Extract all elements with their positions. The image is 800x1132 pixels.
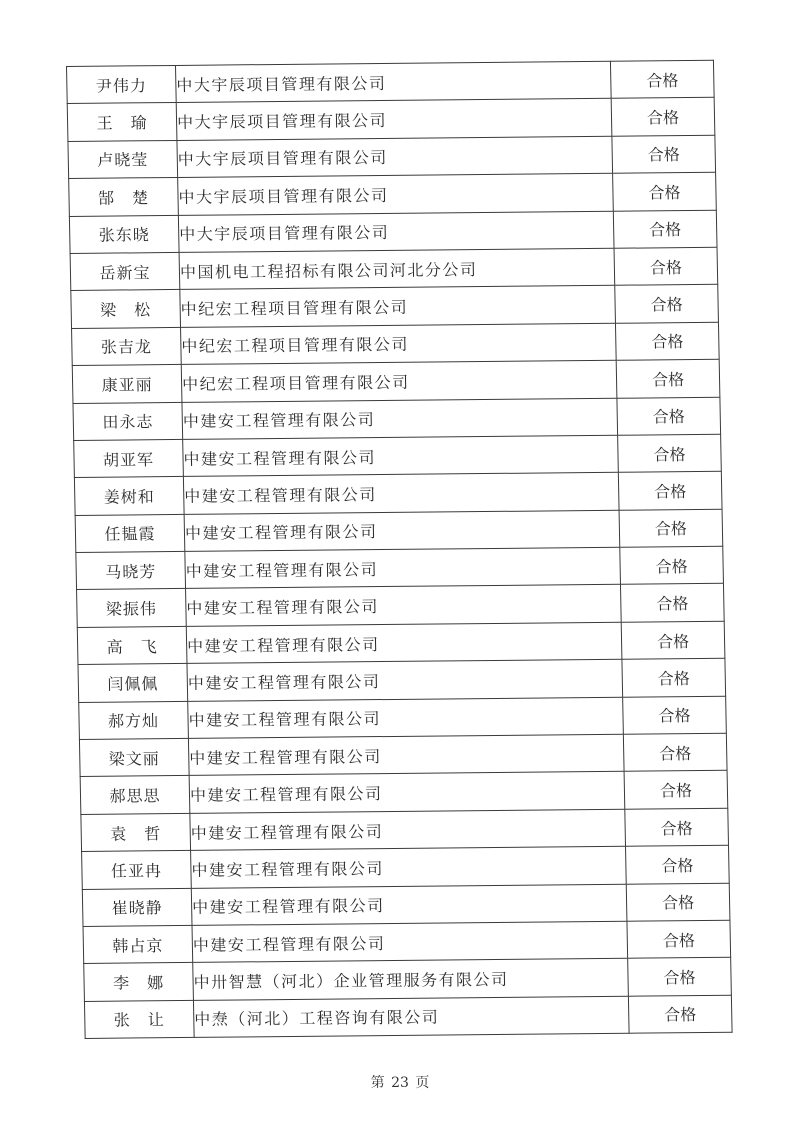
result-cell: 合格: [614, 247, 718, 285]
company-name-cell: 中大宇辰项目管理有限公司: [178, 211, 614, 253]
result-cell: 合格: [621, 584, 725, 622]
result-cell: 合格: [611, 98, 715, 136]
company-name-cell: 中纪宏工程项目管理有限公司: [181, 360, 617, 402]
table-row: [76, 546, 724, 590]
person-name-cell: 任韫霞: [75, 514, 185, 552]
table-row: [79, 733, 727, 777]
company-name-cell: 中大宇辰项目管理有限公司: [178, 173, 614, 215]
company-name-cell: 中建安工程管理有限公司: [184, 510, 620, 552]
table-row: [78, 659, 726, 703]
person-name-cell: 姜树和: [74, 477, 184, 515]
person-name-cell: 闫佩佩: [78, 664, 188, 702]
person-name-cell: 王 瑜: [67, 103, 177, 141]
table-row: [80, 771, 728, 815]
table-row: [67, 60, 715, 104]
result-cell: 合格: [625, 808, 729, 846]
company-name-cell: 中大宇辰项目管理有限公司: [176, 99, 612, 141]
company-name-cell: 中焘（河北）工程咨询有限公司: [193, 996, 629, 1038]
result-cell: 合格: [612, 135, 716, 173]
table-row: [73, 397, 721, 441]
page-number: 23: [391, 1075, 409, 1091]
company-name-cell: 中纪宏工程项目管理有限公司: [180, 286, 616, 328]
table-row: [81, 808, 729, 852]
page-footer: [0, 1072, 800, 1092]
person-name-cell: 张 让: [84, 1000, 194, 1038]
company-name-cell: 中国机电工程招标有限公司河北分公司: [179, 248, 615, 290]
result-cell: 合格: [613, 210, 717, 248]
table-row: [82, 883, 730, 927]
company-name-cell: 中建安工程管理有限公司: [190, 809, 626, 851]
result-cell: 合格: [618, 472, 722, 510]
person-name-cell: 郝方灿: [79, 701, 189, 739]
table-row: [82, 845, 730, 889]
result-cell: 合格: [622, 659, 726, 697]
table-row: [77, 584, 725, 628]
table-row: [75, 509, 723, 553]
company-name-cell: 中大宇辰项目管理有限公司: [176, 61, 612, 103]
company-name-cell: 中纪宏工程项目管理有限公司: [181, 323, 617, 365]
person-name-cell: 崔晓静: [82, 888, 192, 926]
table-row: [72, 359, 720, 403]
table-row: [74, 434, 722, 478]
result-cell: 合格: [623, 696, 727, 734]
person-name-cell: 韩占京: [83, 925, 193, 963]
company-name-cell: 中建安工程管理有限公司: [188, 697, 624, 739]
qualification-table-wrapper: [66, 60, 733, 1039]
result-cell: 合格: [620, 546, 724, 584]
company-name-cell: 中建安工程管理有限公司: [191, 884, 627, 926]
table-row: [70, 247, 718, 291]
result-cell: 合格: [619, 509, 723, 547]
result-cell: 合格: [626, 883, 730, 921]
company-name-cell: 中建安工程管理有限公司: [187, 659, 623, 701]
person-name-cell: 李 娜: [84, 963, 194, 1001]
table-row: [71, 285, 719, 329]
company-name-cell: 中建安工程管理有限公司: [188, 734, 624, 776]
result-cell: 合格: [621, 621, 725, 659]
table-row: [77, 621, 725, 665]
person-name-cell: 张东晓: [69, 215, 179, 253]
person-name-cell: 梁振伟: [77, 589, 187, 627]
company-name-cell: 中大宇辰项目管理有限公司: [177, 136, 613, 178]
table-row: [68, 135, 716, 179]
company-name-cell: 中建安工程管理有限公司: [183, 473, 619, 515]
person-name-cell: 卢晓莹: [68, 140, 178, 178]
result-cell: 合格: [611, 60, 715, 98]
company-name-cell: 中建安工程管理有限公司: [189, 772, 625, 814]
company-name-cell: 中建安工程管理有限公司: [191, 846, 627, 888]
result-cell: 合格: [618, 434, 722, 472]
company-name-cell: 中建安工程管理有限公司: [183, 435, 619, 477]
table-body: [67, 60, 733, 1038]
result-cell: 合格: [613, 172, 717, 210]
table-row: [69, 172, 717, 216]
person-name-cell: 郜 楚: [69, 178, 179, 216]
page-number-prefix: 第: [370, 1075, 385, 1091]
person-name-cell: 梁 松: [71, 290, 181, 328]
table-row: [72, 322, 720, 366]
person-name-cell: 袁 哲: [81, 813, 191, 851]
company-name-cell: 中建安工程管理有限公司: [192, 921, 628, 963]
result-cell: 合格: [616, 359, 720, 397]
result-cell: 合格: [623, 733, 727, 771]
table-row: [74, 472, 722, 516]
result-cell: 合格: [627, 920, 731, 958]
table-row: [83, 920, 731, 964]
person-name-cell: 康亚丽: [72, 365, 182, 403]
table-row: [84, 958, 732, 1002]
person-name-cell: 胡亚军: [74, 439, 184, 477]
company-name-cell: 中建安工程管理有限公司: [186, 585, 622, 627]
person-name-cell: 张吉龙: [72, 327, 182, 365]
person-name-cell: 任亚冉: [82, 851, 192, 889]
result-cell: 合格: [624, 771, 728, 809]
page-number-suffix: 页: [415, 1075, 430, 1091]
result-cell: 合格: [628, 958, 732, 996]
table-row: [84, 995, 732, 1039]
company-name-cell: 中卅智慧（河北）企业管理服务有限公司: [193, 959, 629, 1001]
result-cell: 合格: [626, 845, 730, 883]
result-cell: 合格: [615, 285, 719, 323]
table-row: [69, 210, 717, 254]
person-name-cell: 郝思思: [80, 776, 190, 814]
result-cell: 合格: [617, 397, 721, 435]
person-name-cell: 高 飞: [77, 626, 187, 664]
company-name-cell: 中建安工程管理有限公司: [182, 398, 618, 440]
qualification-table: [66, 60, 733, 1039]
person-name-cell: 岳新宝: [70, 252, 180, 290]
table-row: [67, 98, 715, 142]
result-cell: 合格: [616, 322, 720, 360]
person-name-cell: 马晓芳: [76, 552, 186, 590]
company-name-cell: 中建安工程管理有限公司: [185, 547, 621, 589]
person-name-cell: 田永志: [73, 402, 183, 440]
table-row: [79, 696, 727, 740]
company-name-cell: 中建安工程管理有限公司: [186, 622, 622, 664]
result-cell: 合格: [628, 995, 732, 1033]
person-name-cell: 尹伟力: [67, 65, 177, 103]
person-name-cell: 梁文丽: [79, 738, 189, 776]
